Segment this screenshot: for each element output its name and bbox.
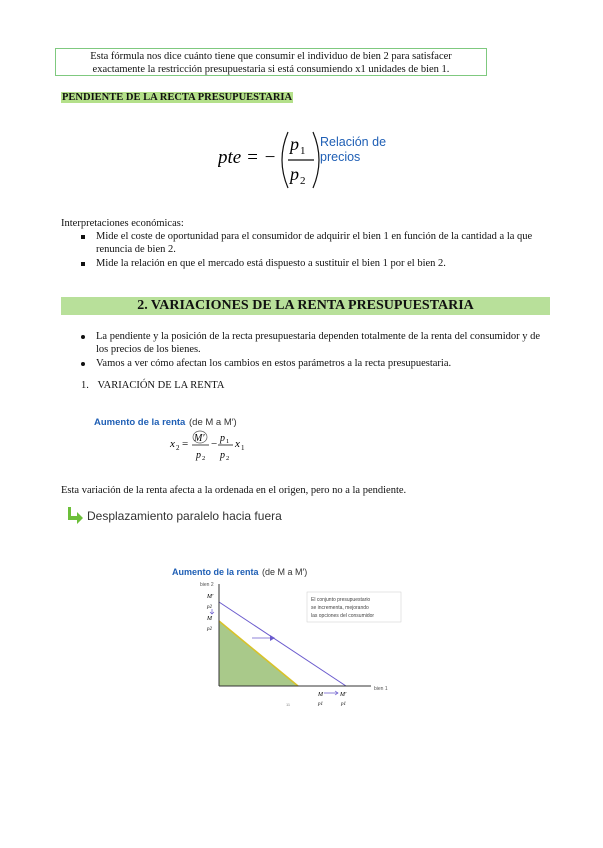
eq-x2-sub: 2 (176, 444, 180, 452)
slope-heading: PENDIENTE DE LA RECTA PRESUPUESTARIA (62, 92, 293, 103)
y-tick-top: M′ (207, 594, 214, 600)
eq-x1-sub: 1 (241, 444, 245, 452)
turn-right-arrow-icon (66, 506, 84, 524)
graph-title-rest: (de M a M′) (262, 567, 308, 577)
eq-frac1-den-sub: 2 (202, 455, 206, 462)
slope-formula (218, 128, 418, 192)
subsection-heading (81, 380, 224, 391)
slope-denominator-sub: 2 (300, 175, 306, 187)
x-axis-label: bien 1 (374, 686, 388, 692)
eq-frac2-num-sub: 1 (226, 438, 230, 445)
eq-frac1-num: M′ (194, 433, 205, 444)
eq-frac2-den: p (220, 450, 225, 461)
x-tick-low: M (318, 692, 323, 698)
x-tick-high: M′ (340, 692, 347, 698)
x-tick-low-den: p1 (318, 702, 323, 707)
subsection-title: VARIACIÓN DE LA RENTA (97, 380, 225, 391)
slope-formula-graphic (218, 128, 418, 192)
income-eq-title-rest: (de M a M′) (189, 417, 237, 428)
formula-explanation-line2: exactamente la restricción presupuestaria si está consumiendo x1 unidades de bien 1. (92, 64, 450, 75)
callout-line1: El conjunto presupuestario (311, 597, 371, 603)
slope-formula-lhs: pte = − (218, 147, 277, 168)
graph-title-blue: Aumento de la renta (172, 567, 259, 577)
left-paren-icon (282, 132, 288, 188)
graph-page-mark: 11 (286, 702, 291, 707)
price-ratio-label-1: Relación de (320, 135, 387, 149)
y-tick-low: M (207, 616, 212, 622)
formula-explanation-line1: Esta fórmula nos dice cuánto tiene que consumir el individuo de bien 2 para satisfacer (90, 51, 452, 62)
list-item: Mide la relación en que el mercado está dispuesto a sustituir el bien 1 por el bien 2. (78, 257, 548, 270)
callout-line3: las opciones del consumidor (311, 613, 375, 619)
eq-frac2-num: p (220, 433, 225, 444)
slope-numerator: p (290, 134, 299, 154)
y-axis-label: bien 2 (200, 582, 214, 588)
slope-numerator-sub: 1 (300, 145, 306, 157)
eq-frac2-den-sub: 2 (226, 455, 230, 462)
income-eq-title-blue: Aumento de la renta (94, 417, 186, 428)
subsection-number: 1. (81, 380, 89, 391)
list-item: Mide el coste de oportunidad para el consumidor de adquirir el bien 1 en función de la cantidad a la que renuncia de bien 2. (78, 230, 548, 256)
income-shift-graph-svg (166, 562, 436, 710)
formula-explanation-box (55, 48, 487, 76)
shift-arrowhead-icon (270, 635, 275, 641)
section-title: 2. VARIACIONES DE LA RENTA PRESUPUESTARIA (61, 297, 550, 315)
x-shift-arrow-icon (324, 691, 338, 695)
shift-note-text: Desplazamiento paralelo hacia fuera (87, 509, 282, 523)
eq-frac1-den: p (196, 450, 201, 461)
eq-x1: x (235, 438, 240, 450)
price-ratio-label-2: precios (320, 150, 361, 164)
y-tick-top-den: p2 (207, 605, 212, 610)
eq-minus: − (211, 438, 218, 450)
eq-equals: = (182, 438, 189, 450)
eq-x2: x (170, 438, 175, 450)
effect-sentence: Esta variación de la renta afecta a la ordenada en el origen, pero no a la pendiente. (61, 485, 407, 496)
interpretations-list (78, 230, 548, 271)
income-equation (92, 414, 272, 464)
section-points-list (78, 330, 553, 371)
income-equation-graphic (92, 414, 272, 464)
slope-denominator: p (290, 164, 299, 184)
list-item: La pendiente y la posición de la recta presupuestaria dependen totalmente de la renta del consumidor y de los precios de los bienes. (78, 330, 553, 356)
y-tick-low-den: p2 (207, 627, 212, 632)
callout-line2: se incrementa, mejorando (311, 605, 369, 611)
income-shift-graph (166, 562, 436, 710)
interpretations-intro: Interpretaciones económicas: (61, 218, 184, 229)
x-tick-high-den: p1 (341, 702, 346, 707)
list-item: Vamos a ver cómo afectan los cambios en estos parámetros a la recta presupuestaria. (78, 357, 553, 370)
